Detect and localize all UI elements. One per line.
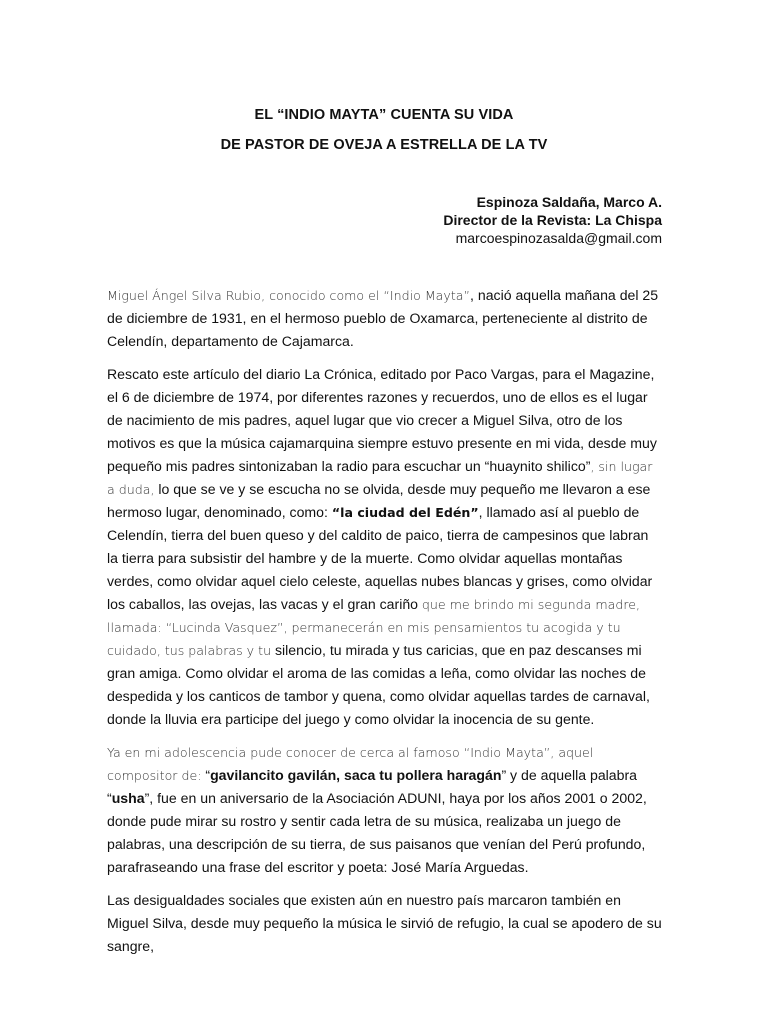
paragraph-2-emphasis: “la ciudad del Edén” (331, 505, 479, 520)
paragraph-2-text-c: , llamado así al pueblo de Celendín, tierra del buen queso y del caldito de paico, tierra de campesinos que labran la tierra para subsistir del hambre y de la muerte. Como olvidar aquellas montañas verdes, como olvidar aquel cielo celeste, aquellas nubes blancas y grises, como olvidar los caballos, las ovejas, las vacas y el gran cariño (107, 504, 653, 612)
paragraph-1-intro: Miguel Ángel Silva Rubio, conocido como el “Indio Mayta” (107, 288, 471, 303)
document-subtitle: DE PASTOR DE OVEJA A ESTRELLA DE LA TV (220, 137, 548, 153)
paragraph-2-text-b: lo que se ve y se escucha no se olvida, desde muy pequeño me llevaron a ese hermoso lugar, denominado, como: (107, 481, 651, 520)
author-block (443, 193, 662, 247)
document-title: EL “INDIO MAYTA” CUENTA SU VIDA (254, 107, 514, 123)
paragraph-3-text-a: ” y de aquella palabra “ (107, 767, 638, 806)
paragraph-2-light-a: , sin lugar a duda, (107, 459, 653, 497)
paragraph-4 (107, 889, 663, 958)
paragraph-3 (107, 741, 663, 879)
author-role: Director de la Revista: La Chispa (443, 212, 662, 228)
paragraph-2-light-b: que me brindo mi segunda madre, llamada: “Lucinda Vasquez”, permanecerán en mis pensamientos tu acogida y tu cuidado, tus palabras y tu (107, 597, 640, 658)
paragraph-3-light: Ya en mi adolescencia pude conocer de cerca al famoso “Indio Mayta”, aquel compositor de: (107, 745, 594, 783)
paragraph-2-text-a: Rescato este artículo del diario La Crónica, editado por Paco Vargas, para el Magazine, el 6 de diciembre de 1974, por diferentes razones y recuerdos, uno de ellos es el lugar de nacimiento de mis padres, aquel lugar que vio crecer a Miguel Silva, otro de los motivos es que la música cajamarquina siempre estuvo presente en mi vida, desde muy pequeño mis padres sintonizaban la radio para escuchar un “huaynito shilico” (107, 366, 657, 474)
paragraph-2-text-d: silencio, tu mirada y tus caricias, que en paz descanses mi gran amiga. Como olvidar el aroma de las comidas a leña, como olvidar las noches de despedida y los canticos de tambor y quena, como olvidar aquellas tardes de carnaval, donde la lluvia era participe del juego y como olvidar la inocencia de su gente. (107, 642, 650, 727)
paragraph-4-text: Las desigualdades sociales que existen aún en nuestro país marcaron también en Miguel Silva, desde muy pequeño la música le sirvió de refugio, la cual se apodero de su sangre, (107, 892, 662, 954)
paragraph-3-quote-open: “ (201, 767, 211, 783)
paragraph-1 (107, 284, 663, 353)
article-body (107, 284, 663, 968)
author-email: marcoespinozasalda@gmail.com (455, 230, 662, 246)
paragraph-3-song-title: gavilancito gavilán, saca tu pollera haragán (210, 767, 502, 783)
paragraph-2 (107, 363, 663, 731)
paragraph-3-text-b: ”, fue en un aniversario de la Asociación ADUNI, haya por los años 2001 o 2002, donde pude mirar su rostro y sentir cada letra de su música, realizaba un juego de palabras, una descripción de su tierra, de sus paisanos que venían del Perú profundo, parafraseando una frase del escritor y poeta: José María Arguedas. (107, 790, 647, 875)
paragraph-3-word: usha (111, 790, 145, 806)
paragraph-1-text: , nació aquella mañana del 25 de diciembre de 1931, en el hermoso pueblo de Oxamarca, perteneciente al distrito de Celendín, departamento de Cajamarca. (107, 287, 659, 349)
author-name: Espinoza Saldaña, Marco A. (476, 194, 662, 210)
